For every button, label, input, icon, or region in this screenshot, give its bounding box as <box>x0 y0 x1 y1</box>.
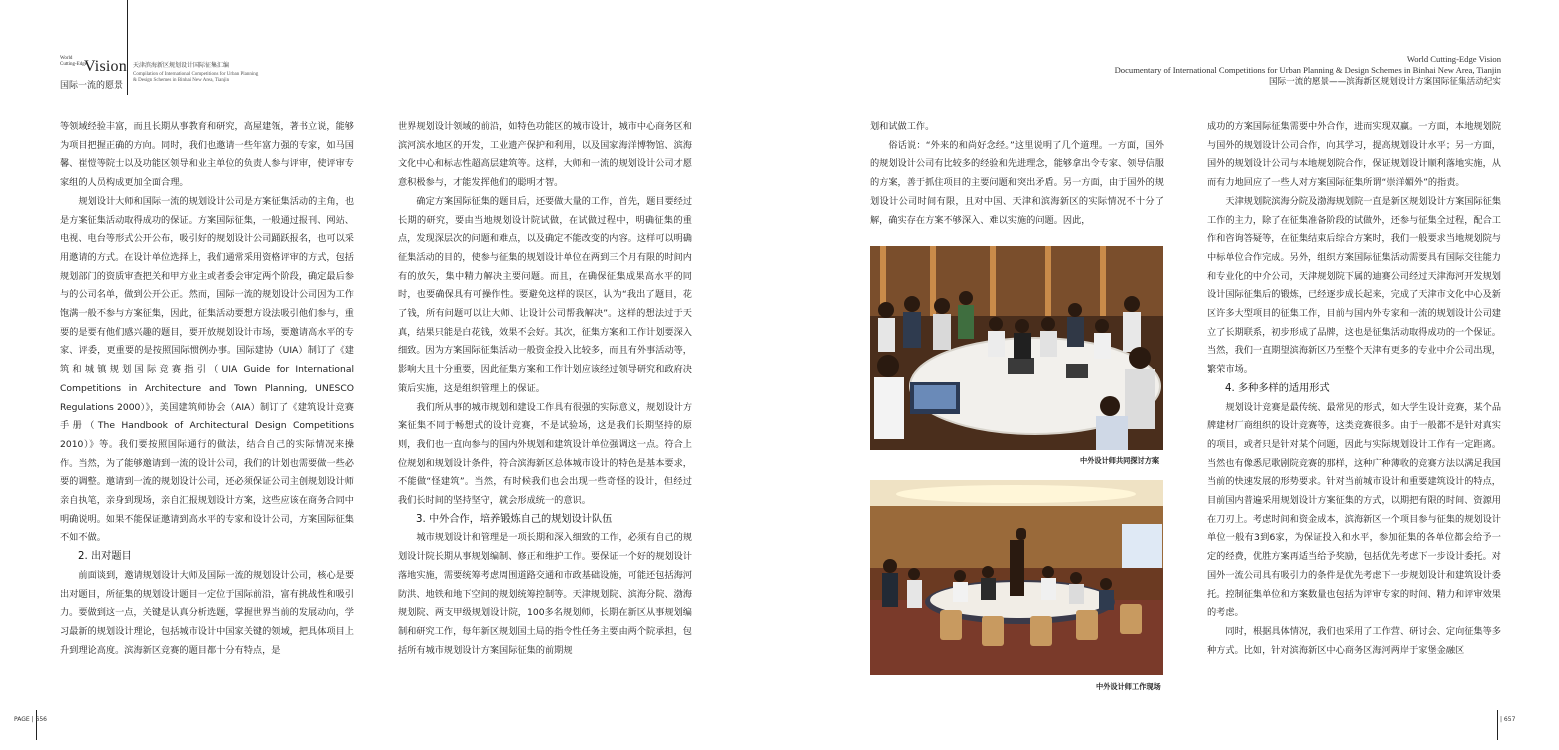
meeting-photo-1 <box>870 246 1163 450</box>
footer-divider-right <box>1497 710 1498 740</box>
book-title-en: Compilation of International Competitions for Urban Planning & Design Schemes in Binhai New Area, Tianjin <box>133 72 259 83</box>
text-column-3 <box>870 118 1164 230</box>
page-number-left: PAGE | 656 <box>14 716 47 723</box>
meeting-photo-2 <box>870 480 1163 675</box>
body-paragraph: 俗话说：“外来的和尚好念经。”这里说明了几个道理。一方面，国外的规划设计公司有比较多的经验和先进理念，能够拿出令专家、领导信服的方案，善于抓住项目的主要问题和突出矛盾。另一方面，由于国外的规划设计公司时间有限，且对中国、天津和滨海新区的实际情况不十分了解，确实存在方案不够深入、难以实施的问题。因此， <box>870 139 1164 226</box>
section-heading: 4. 多种多样的适用形式 <box>1225 382 1330 394</box>
body-paragraph: 城市规划设计和管理是一项长期和深入细致的工作，必须有自己的规划设计院长期从事规划编制、修正和维护工作。要保证一个好的规划设计落地实施，需要统筹考虑周围道路交通和市政基础设施，可能还包括海河防洪、地铁和地下空间的规划统筹控制等。天津规划院、滨海分院、渤海规划院、两支甲级规划设计院，100多名规划师，长期在新区从事规划编制和研究工作，每年新区规划国土局的指令性任务主要由两个院承担，包括所有城市规划设计方案国际征集的前期规 <box>398 532 693 656</box>
photo-caption-2: 中外设计师工作现场 <box>1096 682 1161 691</box>
body-paragraph: 等领域经验丰富，而且长期从事教育和研究，高屋建瓴，著书立说，能够为项目把握正确的方向。同时，我们也邀请一些年富力强的专家，如马国馨、崔愷等院士以及功能区领导和业主单位的负责人参与评审，使评审专家组的人员构成更加全面合理。 <box>60 121 354 189</box>
book-title-cn: 天津滨海新区规划设计国际征集汇编 <box>133 62 230 69</box>
text-column-2 <box>398 118 692 660</box>
logo-small-line2: Cutting-Edge <box>60 62 87 67</box>
meeting-photo-2-image <box>870 480 1163 675</box>
header-divider-rule <box>127 0 128 95</box>
body-paragraph: 规划设计大师和国际一流的规划设计公司是方案征集活动的主角，也是方案征集活动取得成功的保证。方案国际征集，一般通过报刊、网站、电视、电台等形式公开公布，吸引好的规划设计公司踊跃报名，也可以采用邀请的方式。在设计单位选择上，我们通常采用资格评审的方式，包括规划部门的资质审查把关和甲方业主或者委会审定两个阶段，确定最后参与的公司名单，做到公开公正。然而，国际一流的规划设计公司因为工作饱满一般不参与方案征集，因此，征集活动要想方设法吸引他们参与，重要的是要有他们感兴趣的题目，要开放规划设计市场，要邀请高水平的专家、评委，更重要的是按照国际惯例办事。国际建协（UIA）制订了《建筑和城镇规划国际竞赛指引（UIA Guide for International Competitions in Architecture and Town Planning, UNESCO Regulations 2000）》，美国建筑师协会（AIA）制订了《建筑设计竞赛手册（The Handbook of Architectural Design Competitions 2010）》等。我们要按照国际通行的做法，结合自己的实际情况来操作。当然，为了能够邀请到一流的设计公司，我们的计划也需要做一些必要的调整。邀请到一流的规划设计公司，还必须保证公司主创规划设计师亲自执笔，亲身到现场，亲自汇报规划设计方案，这些应该在商务合同中明确说明。如果不能保证邀请到高水平的专家和设计公司，方案国际征集不如不做。 <box>60 195 355 544</box>
section-heading: 2. 出对题目 <box>78 551 132 563</box>
logo-chinese-title: 国际一流的愿景 <box>60 81 124 91</box>
footer-divider-left <box>36 710 37 740</box>
body-paragraph: 世界规划设计领域的前沿，如特色功能区的城市设计，城市中心商务区和滨河滨水地区的开发，工业遗产保护和利用，以及国家海洋博物馆、滨海文化中心和标志性超高层建筑等。这样，大师和一流的规划设计公司才愿意积极参与，才能发挥他们的聪明才智。 <box>398 121 692 189</box>
header-right-line3: 国际一流的愿景——滨海新区规划设计方案国际征集活动纪实 <box>1268 77 1501 87</box>
header-right-line2: Documentary of International Competitions for Urban Planning & Design Schemes in Binhai New Area, Tianjin <box>1114 65 1501 75</box>
running-header-right <box>1115 54 1501 88</box>
photo-caption-1: 中外设计师共同探讨方案 <box>1080 456 1160 465</box>
header-right-line1: World Cutting-Edge Vision <box>1406 54 1501 64</box>
logo-small-line1: World <box>60 56 73 61</box>
book-title-left <box>133 62 263 84</box>
meeting-photo-1-image <box>870 246 1163 450</box>
body-paragraph: 同时，根据具体情况，我们也采用了工作营、研讨会、定向征集等多种方式。比如，针对滨海新区中心商务区海河两岸于家堡金融区 <box>1207 625 1502 656</box>
body-paragraph: 前面谈到，邀请规划设计大师及国际一流的规划设计公司，核心是要出对题目，所征集的规划设计题目一定位于国际前沿，富有挑战性和吸引力。要做到这一点，关键是认真分析选题，掌握世界当前的发展动向，学习最新的规划设计理论，包括城市设计中国家关键的领域，把具体项目上升到理论高度。滨海新区竞赛的题目都十分有特点，是 <box>60 569 355 656</box>
body-paragraph: 成功的方案国际征集需要中外合作，进而实现双赢。一方面，本地规划院与国外的规划设计公司合作，向其学习，提高规划设计水平；另一方面，国外的规划设计公司与本地规划院合作，保证规划设计顺利落地实施，从而有力地回应了一些人对方案国际征集所谓“崇洋媚外”的指责。 <box>1207 121 1501 189</box>
logo-vision-word: Vision <box>84 58 127 75</box>
body-paragraph: 划和试做工作。 <box>870 121 935 132</box>
section-heading: 3. 中外合作，培养锻炼自己的规划设计队伍 <box>416 513 613 525</box>
text-column-1 <box>60 118 354 660</box>
text-column-4 <box>1207 118 1501 660</box>
series-logo <box>60 56 130 91</box>
body-paragraph: 天津规划院滨海分院及渤海规划院一直是新区规划设计方案国际征集工作的主力，除了在征集准备阶段的试做外，还参与征集全过程，配合工作和咨询答疑等，在征集结束后综合方案时，我们一般要求当地规划院与中标单位合作完成。另外，组织方案国际征集活动需要具有国际交往能力和专业化的中介公司，天津规划院下属的迪赛公司经过天津海河开发规划设计国际征集后的锻炼，已经逐步成长起来，完成了天津市文化中心及新区许多大型项目的征集工作，目前与国内外专家和一流的规划设计公司建立了长期联系，初步形成了品牌，这也是征集活动取得成功的一个保证。当然，我们一直期望滨海新区乃至整个天津有更多的专业中介公司出现，繁荣市场。 <box>1207 195 1502 376</box>
body-paragraph: 规划设计竞赛是最传统、最常见的形式，如大学生设计竞赛，某个品牌建材厂商组织的设计竞赛等，这类竞赛很多。由于一般都不是针对真实的项目，或者只是针对某个问题，因此与实际规划设计工作有一定距离。当然也有像悉尼歌剧院竞赛的那样，这种广种薄收的竞赛方法以满足我国当前的快速发展的形势要求。针对当前城市设计和重要建筑设计的特点，目前国内普遍采用规划设计方案征集的方式，以期把有限的时间、资源用在刀刃上。考虑时间和资金成本，滨海新区一个项目参与征集的规划设计单位一般有3到6家，为保证投入和水平，参加征集的各单位都会给予一定的经费，优胜方案再适当给予奖励，包括优先考虑下一步设计委托。对国外一流公司具有吸引力的条件是优先考虑下一步规划设计和建筑设计委托。控制征集单位和方案数量也包括为评审专家的时间、精力和评审效果的考虑。 <box>1207 401 1502 619</box>
body-paragraph: 确定方案国际征集的题目后，还要做大量的工作，首先，题目要经过长期的研究，要由当地规划设计院试做，在试做过程中，明确征集的重点，发现深层次的问题和难点，以及确定不能改变的内容。这样可以明确征集活动的目的，使参与征集的规划设计单位在两到三个月有限的时间内有的放矢，集中精力解决主要问题。而且，在确保征集成果高水平的同时，也要确保具有可操作性。要避免这样的误区，认为“我出了题目，花了钱，所有问题可以让大师、让设计公司帮我解决”。这样的想法过于天真，结果只能是白花钱，效果不会好。其次，征集方案和工作计划要深入细致。因为方案国际征集活动一般资金投入比较多，而且有外事活动等，影响大且十分重要，因此征集方案和工作计划应该经过领导研究和政府决策后实施，这是组织管理上的保证。 <box>398 195 693 394</box>
page-number-right: | 657 <box>1500 716 1516 723</box>
body-paragraph: 我们所从事的城市规划和建设工作具有很强的实际意义，规划设计方案征集不同于畅想式的设计竞赛，不是试验场，这是我们长期坚持的原则，我们也一直向参与的国内外规划和建筑设计单位强调这一点。符合上位规划和规划设计条件，符合滨海新区总体城市设计的特色是基本要求，不能做“怪建筑”。当然，有时候我们也会出现一些奇怪的设计，但经过我们长时间的坚持坚守，就会形成统一的意识。 <box>398 401 693 507</box>
